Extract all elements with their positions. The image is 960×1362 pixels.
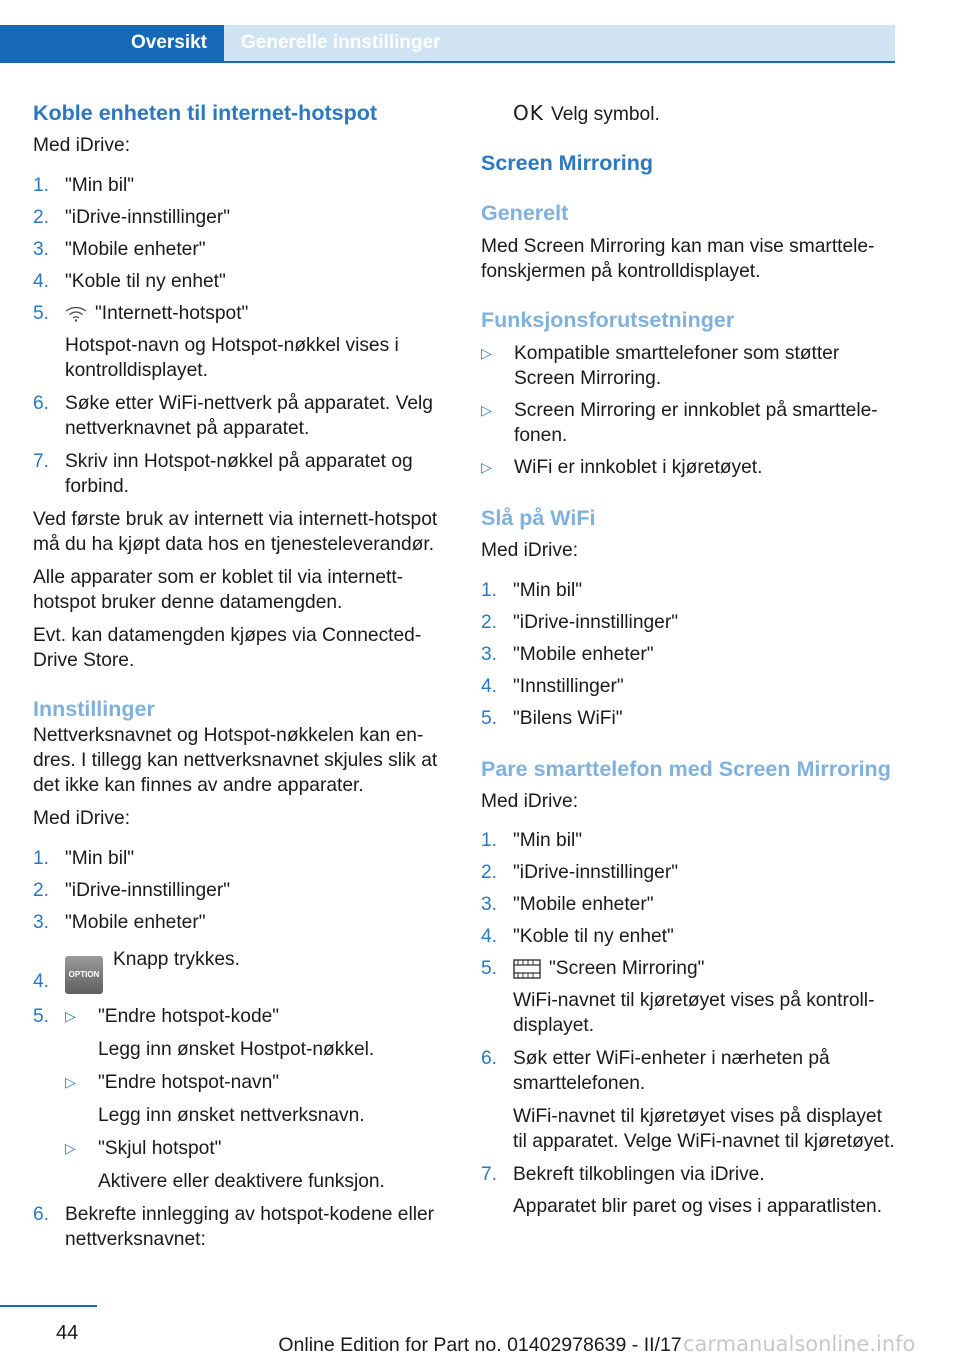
header-tab-bar	[0, 25, 895, 63]
paragraph: Ved første bruk av internett via internett-hotspot må du ha kjøpt data hos en tjenesteleverandør.	[33, 509, 438, 555]
idrive-intro: Med iDrive:	[481, 540, 579, 561]
list-item: 5. "Screen Mirroring" WiFi-navnet til kjøretøyet vises på kontrolldisplayet.	[481, 958, 875, 1036]
page-number: 44	[56, 1322, 79, 1344]
list-item: 7. Skriv inn Hotspot-nøkkel på apparatet og forbind.	[33, 451, 413, 497]
idrive-intro: Med iDrive:	[33, 808, 131, 829]
bullet-list-requirements	[481, 341, 896, 480]
triangle-bullet-icon: ▷	[65, 1140, 76, 1156]
list-item: 2. "iDrive-innstillinger"	[481, 862, 679, 883]
section-title-generelt: Generelt	[481, 201, 569, 225]
list-item: 1. "Min bil"	[33, 848, 135, 869]
list-item: 2. "iDrive-innstillinger"	[33, 207, 231, 228]
section-title-innstillinger: Innstillinger	[33, 697, 155, 721]
triangle-bullet-icon: ▷	[481, 345, 492, 361]
right-column	[481, 101, 896, 1219]
edition-text: Online Edition for Part no. 01402978639 - II/17	[278, 1334, 682, 1356]
section-title-screen-mirroring: Screen Mirroring	[481, 151, 654, 175]
list-item: 5. "Bilens WiFi"	[481, 708, 623, 729]
sub-list-item: ▷ "Endre hotspot-navn" Legg inn ønsket nettverksnavn.	[65, 1072, 365, 1126]
ok-step: OK Velg symbol.	[513, 101, 660, 125]
list-item: 4. OPTIONKnapp trykkes.	[33, 949, 240, 992]
idrive-intro: Med iDrive:	[33, 135, 131, 156]
tab-oversikt[interactable]: Oversikt	[0, 25, 224, 61]
paragraph: Med Screen Mirroring kan man vise smarttelefonskjermen på kontrolldisplayet.	[481, 236, 875, 282]
list-item: 3. "Mobile enheter"	[481, 644, 654, 665]
paragraph: Nettverksnavnet og Hotspot-nøkkelen kan endres. I tillegg kan nettverksnavnet skjules slik at det ikke kan finnes av andre apparater.	[33, 725, 438, 796]
triangle-bullet-icon: ▷	[481, 402, 492, 418]
list-item: 6. Bekrefte innlegging av hotspot-kodene eller nettverksnavnet:	[33, 1204, 435, 1250]
watermark: carmanualsonline.info	[683, 1332, 916, 1356]
step-list-pairing	[481, 828, 896, 1219]
list-item: ▷ Screen Mirroring er innkoblet på smarttelefonen.	[481, 400, 878, 446]
list-item: 3. "Mobile enheter"	[481, 894, 654, 915]
triangle-bullet-icon: ▷	[65, 1008, 76, 1024]
list-item: 2. "iDrive-innstillinger"	[481, 612, 679, 633]
idrive-intro: Med iDrive:	[481, 791, 579, 812]
paragraph: Evt. kan datamengden kjøpes via ConnectedDrive Store.	[33, 625, 422, 671]
list-item: 5. ▷ "Endre hotspot-kode" Legg inn ønsket Hostpot-nøkkel. ▷ "Endre hotspot-navn" Legg inn ønsket nettverksnavn. ▷ "Skjul hotspot" Aktivere eller deaktivere funksjon.	[33, 1004, 443, 1194]
triangle-bullet-icon: ▷	[481, 459, 492, 475]
list-item: 1. "Min bil"	[481, 830, 583, 851]
wifi-icon	[65, 306, 87, 322]
list-item: 4. "Koble til ny enhet"	[481, 926, 674, 947]
tab-generelle-innstillinger[interactable]: Generelle innstillinger	[241, 32, 441, 53]
list-item: 4. "Innstillinger"	[481, 676, 624, 697]
list-item: 3. "Mobile enheter"	[33, 912, 206, 933]
section-title-pare: Pare smarttelefon med Screen Mirroring	[481, 757, 891, 781]
section-title-hotspot: Koble enheten til internet-hotspot	[33, 101, 377, 125]
list-item: 6. Søk etter WiFi-enheter i nærheten på smarttelefonen. WiFi-navnet til kjøretøyet vises på displayet til apparatet. Velge WiFi-navnet til kjøretøyet.	[481, 1048, 895, 1152]
step-list-wifi	[481, 578, 896, 738]
screen-mirroring-icon	[513, 958, 541, 980]
ok-symbol-icon: OK	[513, 101, 544, 125]
list-item: 5. "Internett-hotspot" Hotspot-navn og Hotspot-nøkkel vises i kontrolldisplayet.	[33, 303, 399, 381]
list-item: 6. Søke etter WiFi-nettverk på apparatet. Velg nettverknavnet på apparatet.	[33, 393, 433, 439]
option-button-icon: OPTION	[65, 956, 103, 994]
list-item: ▷ WiFi er innkoblet i kjøretøyet.	[481, 457, 763, 478]
list-item: 4. "Koble til ny enhet"	[33, 271, 226, 292]
paragraph: Alle apparater som er koblet til via internett-hotspot bruker denne datamengden.	[33, 567, 404, 613]
list-item: 1. "Min bil"	[33, 175, 135, 196]
sub-list-item: ▷ "Endre hotspot-kode" Legg inn ønsket Hostpot-nøkkel.	[65, 1006, 375, 1060]
list-item: ▷ Kompatible smarttelefoner som støtter Screen Mirroring.	[481, 343, 840, 389]
list-item: 3. "Mobile enheter"	[33, 239, 206, 260]
step-list-settings	[33, 846, 443, 1252]
list-item: 2. "iDrive-innstillinger"	[33, 880, 231, 901]
sub-list-item: ▷ "Skjul hotspot" Aktivere eller deaktivere funksjon.	[65, 1138, 385, 1192]
list-item: 7. Bekreft tilkoblingen via iDrive. Apparatet blir paret og vises i apparatlisten.	[481, 1164, 883, 1217]
footer-divider	[0, 1305, 97, 1307]
section-title-wifi: Slå på WiFi	[481, 506, 596, 530]
step-list-hotspot	[33, 173, 443, 499]
list-item: 1. "Min bil"	[481, 580, 583, 601]
left-column	[33, 101, 443, 1252]
triangle-bullet-icon: ▷	[65, 1074, 76, 1090]
section-title-funksjonsforutsetninger: Funksjonsforutsetninger	[481, 308, 735, 332]
